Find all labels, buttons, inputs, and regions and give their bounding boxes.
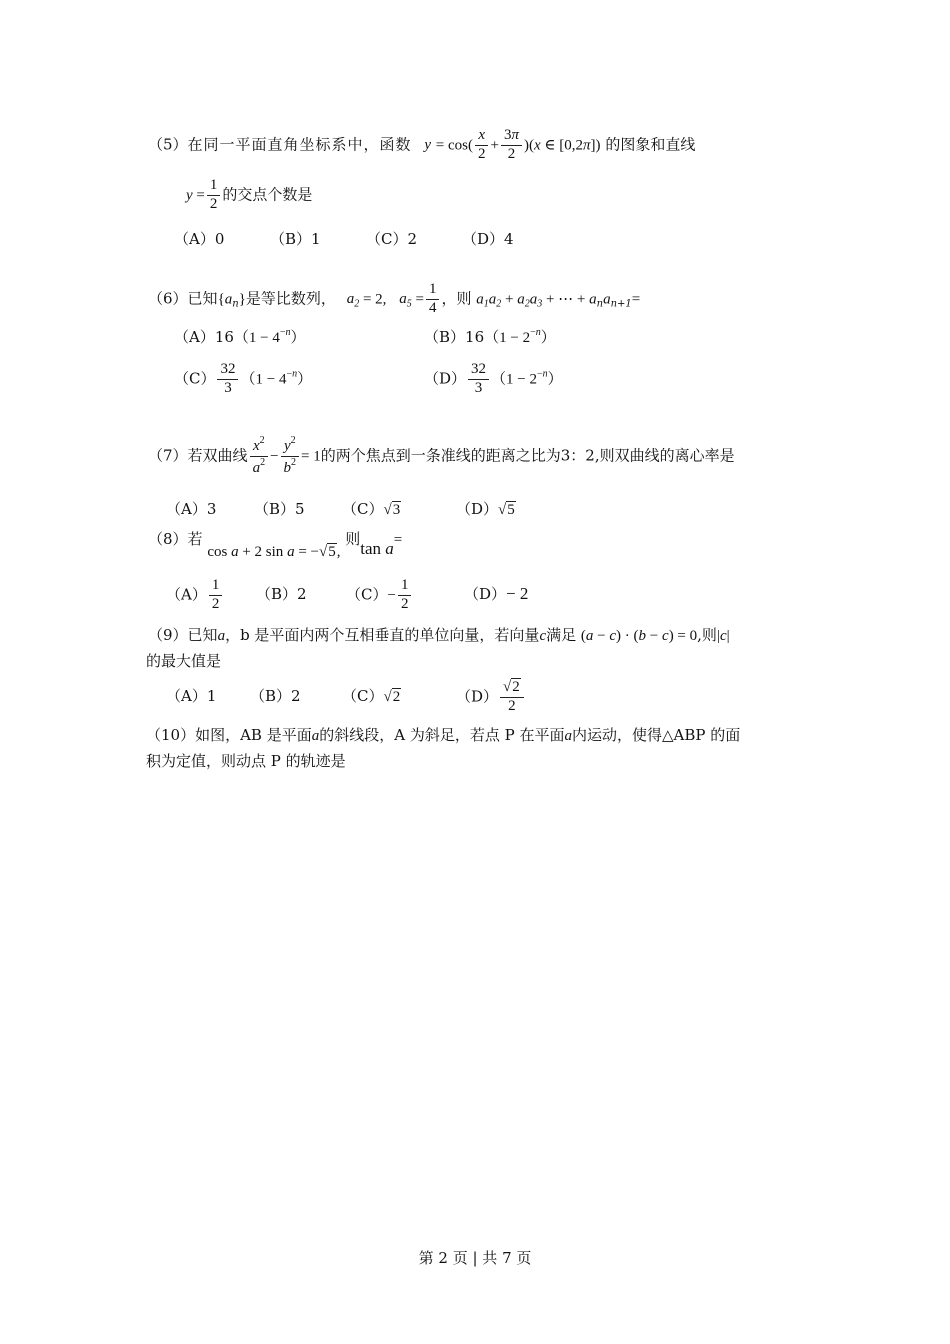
- q8-options: [166, 578, 528, 613]
- q9-text2: ，b 是平面内两个互相垂直的单位向量，若向量: [225, 626, 540, 644]
- q9-text4: ,则: [697, 626, 717, 644]
- q8-text1: 若: [187, 530, 203, 548]
- q7-text1: 若双曲线: [187, 446, 248, 465]
- q6-text1: 已知: [187, 289, 218, 308]
- q6-option-b: $(B)16(1 - 2^{-n})$: [424, 327, 556, 346]
- q6-text2: 是等比数列，: [245, 289, 336, 308]
- q6-options-row1: [174, 326, 556, 347]
- q10-text1: 如图，AB 是平面: [195, 726, 312, 744]
- page-footer: [0, 1247, 950, 1268]
- q9-text3: 满足: [546, 626, 577, 644]
- q6-text3: ，则: [441, 289, 472, 308]
- q5-option-b: （B）1: [270, 230, 321, 248]
- q6-options-row2: [174, 362, 563, 397]
- q7-option-c: （C）√3: [342, 500, 401, 518]
- q5-option-d: （D）4: [462, 230, 514, 248]
- q8-option-a: （A） $\frac{1}{2}$: [166, 578, 256, 613]
- q8-line1: （8）若 cos a + 2 sin a = −√5, 则tan a=: [148, 530, 403, 560]
- q10-line2: [146, 750, 346, 771]
- q5-text3: 的交点个数是: [222, 185, 313, 204]
- q8-text2: 则: [345, 530, 361, 548]
- q7-number: （7）: [148, 446, 188, 465]
- q10-text3: 内运动，使得△ABP 的面: [571, 726, 741, 744]
- q9-option-c: （C）√2: [342, 687, 401, 706]
- q6-option-d: （D） $\frac{32}{3}$ $(1 - 2^{-n})$: [424, 361, 563, 396]
- q5-options: [174, 228, 514, 249]
- q9-option-d: （D） $\frac{√2}{2}$: [456, 680, 526, 715]
- q7-text2: 的两个焦点到一条准线的距离之比为3：2,则双曲线的离心率是: [320, 446, 735, 465]
- q5-option-a: （A）0: [174, 230, 225, 248]
- q6-option-c: （C） $\frac{32}{3}$ $(1 - 4^{-n})$: [174, 361, 313, 396]
- q9-text5: 的最大值是: [146, 652, 222, 670]
- q9-text1: 已知: [187, 626, 218, 644]
- page-number: 第 2 页 | 共 7 页: [418, 1249, 532, 1267]
- q8-number: （8）: [148, 530, 188, 548]
- q10-text4: 积为定值，则动点 P 的轨迹是: [146, 752, 346, 770]
- q6-line1: （6）已知$\{a_n\}$是等比数列， $a_2 = 2$, $a_5$ = $\frac{1}{4}$ ，则 $a_1a_2 + a_2a_3$ + ⋯ + $a_na_{n+1}=$: [148, 281, 641, 316]
- q9-number: （9）: [148, 626, 188, 644]
- q10-text2: 的斜线段，A 为斜足，若点 P 在平面: [319, 726, 565, 744]
- q9-options: [166, 680, 526, 715]
- q7-line1: （7）若双曲线 $\frac{x^2}{a^2}$ − $\frac{y^2}{b^2}$ = 1的两个焦点到一条准线的距离之比为3：2,则双曲线的离心率是: [148, 435, 735, 476]
- q5-option-c: （C）2: [366, 230, 418, 248]
- q6-option-a: $(A)16(1 - 4^{-n})$: [174, 327, 306, 346]
- q8-option-b: （B）2: [256, 585, 307, 604]
- q9-line1: （9）已知a，b 是平面内两个互相垂直的单位向量，若向量c满足 (a − c) · (b − c) = 0,则|c|: [148, 626, 730, 644]
- q5-line1: （5）在同一平面直角坐标系中，函数 y = cos( $\frac{x}{2}$ + $\frac{3\pi}{2}$ )(x ∈ [0,2π]) 的图象和直线: [148, 127, 696, 162]
- q5-text1: 在同一平面直角坐标系中，函数: [187, 135, 412, 154]
- q8-option-d: （D）− 2: [464, 584, 529, 604]
- q7-option-d: （D）√5: [456, 500, 515, 518]
- q5-text2: 的图象和直线: [605, 135, 696, 154]
- q10-number: （10）: [146, 726, 196, 744]
- q9-option-b: （B）2: [250, 687, 301, 706]
- q8-option-c: （C）− $\frac{1}{2}$: [346, 578, 464, 613]
- q7-option-b: （B）5: [254, 500, 305, 518]
- q7-option-a: （A）3: [166, 500, 217, 518]
- q5-number: （5）: [148, 135, 188, 154]
- q7-options: [166, 498, 516, 519]
- q9-option-a: （A）1: [166, 687, 217, 706]
- q6-number: （6）: [148, 289, 188, 308]
- q5-line2: y = $\frac{1}{2}$ 的交点个数是: [186, 177, 313, 212]
- q10-line1: （10）如图，AB 是平面a的斜线段，A 为斜足，若点 P 在平面a内运动，使得△ABP 的面: [146, 726, 741, 744]
- q9-line2: [146, 650, 221, 671]
